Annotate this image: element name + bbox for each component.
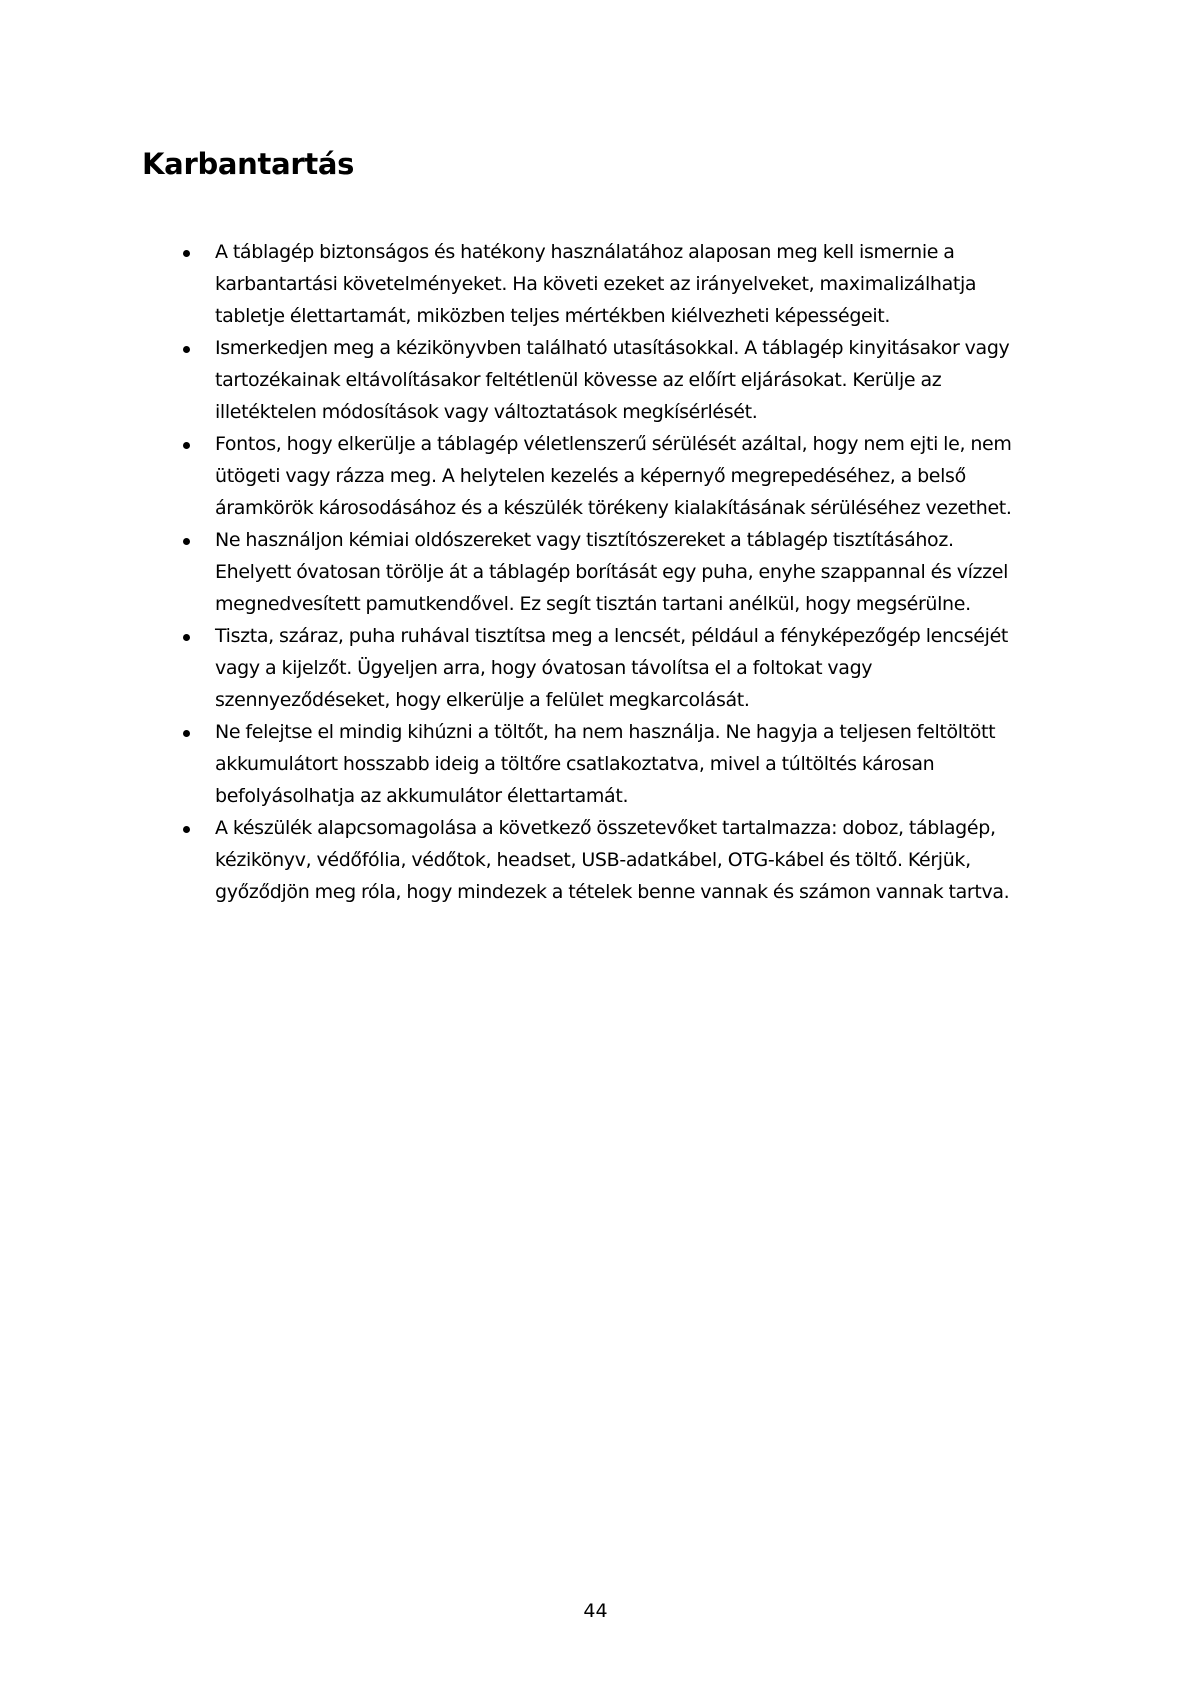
list-item-line: vagy a kijelzőt. Ügyeljen arra, hogy óvatosan távolítsa el a foltokat vagy: [215, 657, 873, 679]
list-item-line: befolyásolhatja az akkumulátor élettartamát.: [215, 785, 629, 807]
bullet-icon: [183, 538, 190, 545]
list-item-line: áramkörök károsodásához és a készülék törékeny kialakításának sérüléséhez vezethet.: [215, 497, 1012, 519]
bullet-icon: [183, 634, 190, 641]
list-item-line: Fontos, hogy elkerülje a táblagép véletlenszerű sérülését azáltal, hogy nem ejti le, nem: [215, 433, 1012, 455]
list-item-line: A táblagép biztonságos és hatékony használatához alaposan meg kell ismernie a: [215, 241, 955, 263]
list-item-line: akkumulátort hosszabb ideig a töltőre csatlakoztatva, mivel a túltöltés károsan: [215, 753, 935, 775]
list-item-line: megnedvesített pamutkendővel. Ez segít tisztán tartani anélkül, hogy megsérülne.: [215, 593, 971, 615]
list-item: [178, 236, 1078, 332]
bullet-icon: [183, 730, 190, 737]
list-item-line: Tiszta, száraz, puha ruhával tisztítsa meg a lencsét, például a fényképezőgép lencséjét: [215, 625, 1009, 647]
list-item-line: Ne használjon kémiai oldószereket vagy tisztítószereket a táblagép tisztításához.: [215, 529, 954, 551]
list-item: [178, 812, 1078, 908]
list-item-line: győződjön meg róla, hogy mindezek a tételek benne vannak és számon vannak tartva.: [215, 881, 1010, 903]
bullet-icon: [183, 826, 190, 833]
list-item-line: illetéktelen módosítások vagy változtatások megkísérlését.: [215, 401, 758, 423]
list-item-line: szennyeződéseket, hogy elkerülje a felület megkarcolását.: [215, 689, 750, 711]
bullet-icon: [183, 250, 190, 257]
page-title: Karbantartás: [142, 147, 355, 181]
list-item-line: Ehelyett óvatosan törölje át a táblagép borítását egy puha, enyhe szappannal és vízzel: [215, 561, 1009, 583]
list-item-line: ütögeti vagy rázza meg. A helytelen kezelés a képernyő megrepedéséhez, a belső: [215, 465, 966, 487]
list-item-line: tartozékainak eltávolításakor feltétlenül kövesse az előírt eljárásokat. Kerülje az: [215, 369, 942, 391]
list-item-line: tabletje élettartamát, miközben teljes mértékben kiélvezheti képességeit.: [215, 305, 891, 327]
list-item-line: A készülék alapcsomagolása a következő összetevőket tartalmazza: doboz, táblagép,: [215, 817, 996, 839]
list-item: [178, 332, 1078, 428]
maintenance-bullet-list: [178, 236, 1078, 908]
page-number: 44: [583, 1600, 608, 1622]
bullet-icon: [183, 346, 190, 353]
list-item-line: kézikönyv, védőfólia, védőtok, headset, USB-adatkábel, OTG-kábel és töltő. Kérjük,: [215, 849, 971, 871]
list-item-line: karbantartási követelményeket. Ha követi ezeket az irányelveket, maximalizálhatja: [215, 273, 977, 295]
list-item: [178, 524, 1078, 620]
bullet-icon: [183, 442, 190, 449]
list-item: [178, 716, 1078, 812]
list-item-line: Ismerkedjen meg a kézikönyvben található utasításokkal. A táblagép kinyitásakor vagy: [215, 337, 1010, 359]
list-item-line: Ne felejtse el mindig kihúzni a töltőt, ha nem használja. Ne hagyja a teljesen feltöltött: [215, 721, 996, 743]
list-item: [178, 620, 1078, 716]
list-item: [178, 428, 1078, 524]
